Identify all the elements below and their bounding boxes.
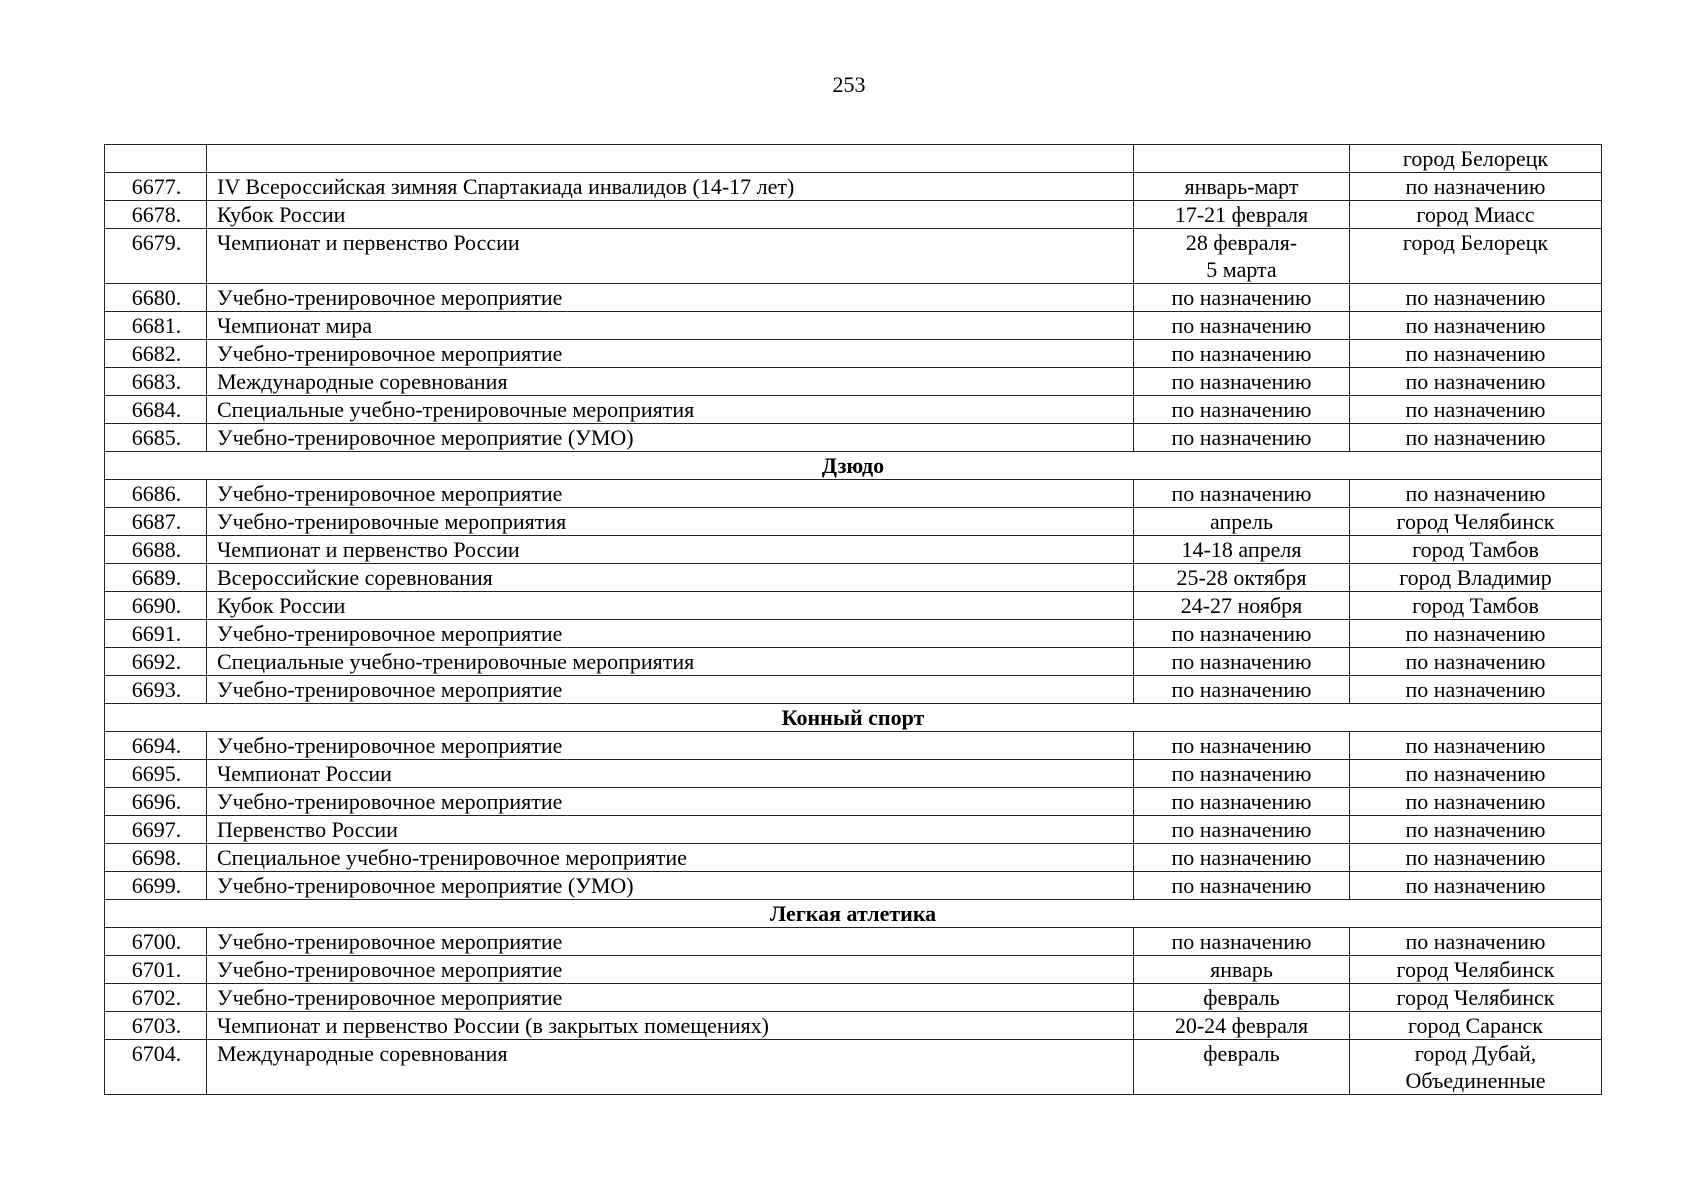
row-number-cell: 6679.	[105, 229, 207, 284]
table-row	[105, 229, 1602, 284]
table-row	[105, 956, 1602, 984]
table-row	[105, 173, 1602, 201]
table-row	[105, 424, 1602, 452]
table-row	[105, 732, 1602, 760]
row-number-cell: 6688.	[105, 536, 207, 564]
event-date-cell: январь	[1134, 956, 1350, 984]
event-date-line: 5 марта	[1206, 257, 1277, 282]
event-place-cell: по назначению	[1350, 620, 1602, 648]
event-place-cell	[1350, 1040, 1602, 1095]
event-name-cell: Учебно-тренировочное мероприятие (УМО)	[207, 872, 1134, 900]
event-place-cell: по назначению	[1350, 816, 1602, 844]
event-name-cell: Международные соревнования	[207, 368, 1134, 396]
event-place-cell: по назначению	[1350, 760, 1602, 788]
row-number-cell: 6697.	[105, 816, 207, 844]
event-date-cell: по назначению	[1134, 480, 1350, 508]
event-name-cell: Специальные учебно-тренировочные мероприятия	[207, 648, 1134, 676]
event-name-cell: Учебно-тренировочное мероприятие	[207, 620, 1134, 648]
row-number-cell: 6692.	[105, 648, 207, 676]
event-date-cell: по назначению	[1134, 620, 1350, 648]
event-name-cell: Чемпионат России	[207, 760, 1134, 788]
table-row	[105, 620, 1602, 648]
row-number-cell: 6691.	[105, 620, 207, 648]
events-table-body	[105, 145, 1602, 1095]
event-date-cell: февраль	[1134, 984, 1350, 1012]
event-place-cell: город Челябинск	[1350, 508, 1602, 536]
row-number-cell: 6685.	[105, 424, 207, 452]
event-place-cell: по назначению	[1350, 173, 1602, 201]
event-date-cell: по назначению	[1134, 676, 1350, 704]
table-row	[105, 984, 1602, 1012]
event-place-cell: город Белорецк	[1350, 145, 1602, 173]
event-date-cell: 20-24 февраля	[1134, 1012, 1350, 1040]
row-number-cell: 6703.	[105, 1012, 207, 1040]
event-name-cell: Учебно-тренировочное мероприятие	[207, 676, 1134, 704]
event-date-cell: 14-18 апреля	[1134, 536, 1350, 564]
table-row	[105, 844, 1602, 872]
event-name-cell: Кубок России	[207, 201, 1134, 229]
row-number-cell: 6693.	[105, 676, 207, 704]
row-number-cell: 6702.	[105, 984, 207, 1012]
event-name-cell: Учебно-тренировочное мероприятие (УМО)	[207, 424, 1134, 452]
table-row	[105, 1012, 1602, 1040]
row-number-cell: 6680.	[105, 284, 207, 312]
row-number-cell: 6699.	[105, 872, 207, 900]
event-name-cell: Учебно-тренировочное мероприятие	[207, 480, 1134, 508]
table-row	[105, 564, 1602, 592]
table-row	[105, 592, 1602, 620]
section-header-row	[105, 452, 1602, 480]
table-row	[105, 536, 1602, 564]
event-name-cell: Учебно-тренировочное мероприятие	[207, 732, 1134, 760]
table-row	[105, 928, 1602, 956]
event-date-line: 28 февраля-	[1185, 230, 1298, 255]
event-name-cell: Чемпионат и первенство России	[207, 229, 1134, 284]
row-number-cell: 6681.	[105, 312, 207, 340]
row-number-cell: 6701.	[105, 956, 207, 984]
event-place-cell: по назначению	[1350, 928, 1602, 956]
row-number-cell: 6682.	[105, 340, 207, 368]
row-number-cell: 6689.	[105, 564, 207, 592]
event-date-cell: по назначению	[1134, 312, 1350, 340]
event-place-cell: по назначению	[1350, 676, 1602, 704]
event-name-cell: Учебно-тренировочное мероприятие	[207, 340, 1134, 368]
row-number-cell: 6686.	[105, 480, 207, 508]
event-place-cell: по назначению	[1350, 480, 1602, 508]
event-date-cell: по назначению	[1134, 284, 1350, 312]
event-date-cell: апрель	[1134, 508, 1350, 536]
section-header-row	[105, 704, 1602, 732]
event-date-cell: февраль	[1134, 1040, 1350, 1095]
event-date-cell	[1134, 145, 1350, 173]
table-row	[105, 676, 1602, 704]
event-date-cell: по назначению	[1134, 844, 1350, 872]
event-date-cell: по назначению	[1134, 760, 1350, 788]
event-date-cell: по назначению	[1134, 424, 1350, 452]
table-row	[105, 396, 1602, 424]
row-number-cell: 6700.	[105, 928, 207, 956]
row-number-cell: 6677.	[105, 173, 207, 201]
event-place-line: город Дубай,	[1414, 1041, 1537, 1066]
table-row	[105, 872, 1602, 900]
event-name-cell: Учебно-тренировочное мероприятие	[207, 788, 1134, 816]
event-date-cell: по назначению	[1134, 816, 1350, 844]
row-number-cell: 6696.	[105, 788, 207, 816]
section-title: Конный спорт	[105, 704, 1602, 732]
event-place-cell: по назначению	[1350, 732, 1602, 760]
event-date-cell: по назначению	[1134, 872, 1350, 900]
event-name-cell: Учебно-тренировочное мероприятие	[207, 984, 1134, 1012]
row-number-cell: 6704.	[105, 1040, 207, 1095]
event-name-cell: Чемпионат и первенство России (в закрытых помещениях)	[207, 1012, 1134, 1040]
event-date-cell	[1134, 229, 1350, 284]
table-row	[105, 340, 1602, 368]
event-name-cell: Кубок России	[207, 592, 1134, 620]
event-date-cell: январь-март	[1134, 173, 1350, 201]
section-header-row	[105, 900, 1602, 928]
event-name-cell: Учебно-тренировочное мероприятие	[207, 956, 1134, 984]
event-place-cell: по назначению	[1350, 872, 1602, 900]
event-place-cell: по назначению	[1350, 648, 1602, 676]
event-date-cell: 17-21 февраля	[1134, 201, 1350, 229]
event-name-cell: Учебно-тренировочное мероприятие	[207, 928, 1134, 956]
row-number-cell: 6695.	[105, 760, 207, 788]
section-title: Легкая атлетика	[105, 900, 1602, 928]
event-name-cell: Чемпионат мира	[207, 312, 1134, 340]
event-name-cell: Первенство России	[207, 816, 1134, 844]
event-name-cell: Чемпионат и первенство России	[207, 536, 1134, 564]
event-place-cell: по назначению	[1350, 424, 1602, 452]
table-row	[105, 1040, 1602, 1095]
event-place-cell: город Тамбов	[1350, 592, 1602, 620]
event-date-cell: по назначению	[1134, 788, 1350, 816]
event-name-cell: Специальные учебно-тренировочные мероприятия	[207, 396, 1134, 424]
row-number-cell: 6683.	[105, 368, 207, 396]
table-row	[105, 648, 1602, 676]
event-date-cell: по назначению	[1134, 368, 1350, 396]
table-row	[105, 816, 1602, 844]
event-name-cell	[207, 145, 1134, 173]
event-name-cell: Специальное учебно-тренировочное мероприятие	[207, 844, 1134, 872]
event-place-cell: по назначению	[1350, 340, 1602, 368]
table-row	[105, 480, 1602, 508]
event-place-line: Объединенные	[1405, 1068, 1546, 1093]
event-date-cell: по назначению	[1134, 340, 1350, 368]
events-table	[104, 144, 1602, 1095]
row-number-cell: 6690.	[105, 592, 207, 620]
row-number-cell: 6684.	[105, 396, 207, 424]
table-row	[105, 508, 1602, 536]
row-number-cell	[105, 145, 207, 173]
table-row	[105, 760, 1602, 788]
event-name-cell: Учебно-тренировочное мероприятие	[207, 284, 1134, 312]
event-place-cell: по назначению	[1350, 844, 1602, 872]
event-date-cell: по назначению	[1134, 396, 1350, 424]
event-place-cell: город Тамбов	[1350, 536, 1602, 564]
event-place-cell: город Миасс	[1350, 201, 1602, 229]
table-row	[105, 788, 1602, 816]
event-date-cell: 24-27 ноября	[1134, 592, 1350, 620]
event-place-cell: город Челябинск	[1350, 984, 1602, 1012]
row-number-cell: 6687.	[105, 508, 207, 536]
event-place-cell: город Саранск	[1350, 1012, 1602, 1040]
event-place-cell: город Белорецк	[1350, 229, 1602, 284]
event-date-cell: 25-28 октября	[1134, 564, 1350, 592]
row-number-cell: 6698.	[105, 844, 207, 872]
event-date-cell: по назначению	[1134, 648, 1350, 676]
row-number-cell: 6678.	[105, 201, 207, 229]
event-place-cell: по назначению	[1350, 788, 1602, 816]
event-name-cell: Международные соревнования	[207, 1040, 1134, 1095]
table-row	[105, 201, 1602, 229]
event-name-cell: IV Всероссийская зимняя Спартакиада инвалидов (14-17 лет)	[207, 173, 1134, 201]
table-row	[105, 284, 1602, 312]
event-place-cell: по назначению	[1350, 396, 1602, 424]
section-title: Дзюдо	[105, 452, 1602, 480]
event-name-cell: Учебно-тренировочные мероприятия	[207, 508, 1134, 536]
row-number-cell: 6694.	[105, 732, 207, 760]
event-date-cell: по назначению	[1134, 732, 1350, 760]
page-number: 253	[832, 72, 866, 97]
event-place-cell: по назначению	[1350, 312, 1602, 340]
event-date-cell: по назначению	[1134, 928, 1350, 956]
event-place-cell: город Челябинск	[1350, 956, 1602, 984]
event-place-cell: город Владимир	[1350, 564, 1602, 592]
table-row-continuation	[105, 145, 1602, 173]
event-place-cell: по назначению	[1350, 368, 1602, 396]
event-name-cell: Всероссийские соревнования	[207, 564, 1134, 592]
event-place-cell: по назначению	[1350, 284, 1602, 312]
table-row	[105, 368, 1602, 396]
table-row	[105, 312, 1602, 340]
